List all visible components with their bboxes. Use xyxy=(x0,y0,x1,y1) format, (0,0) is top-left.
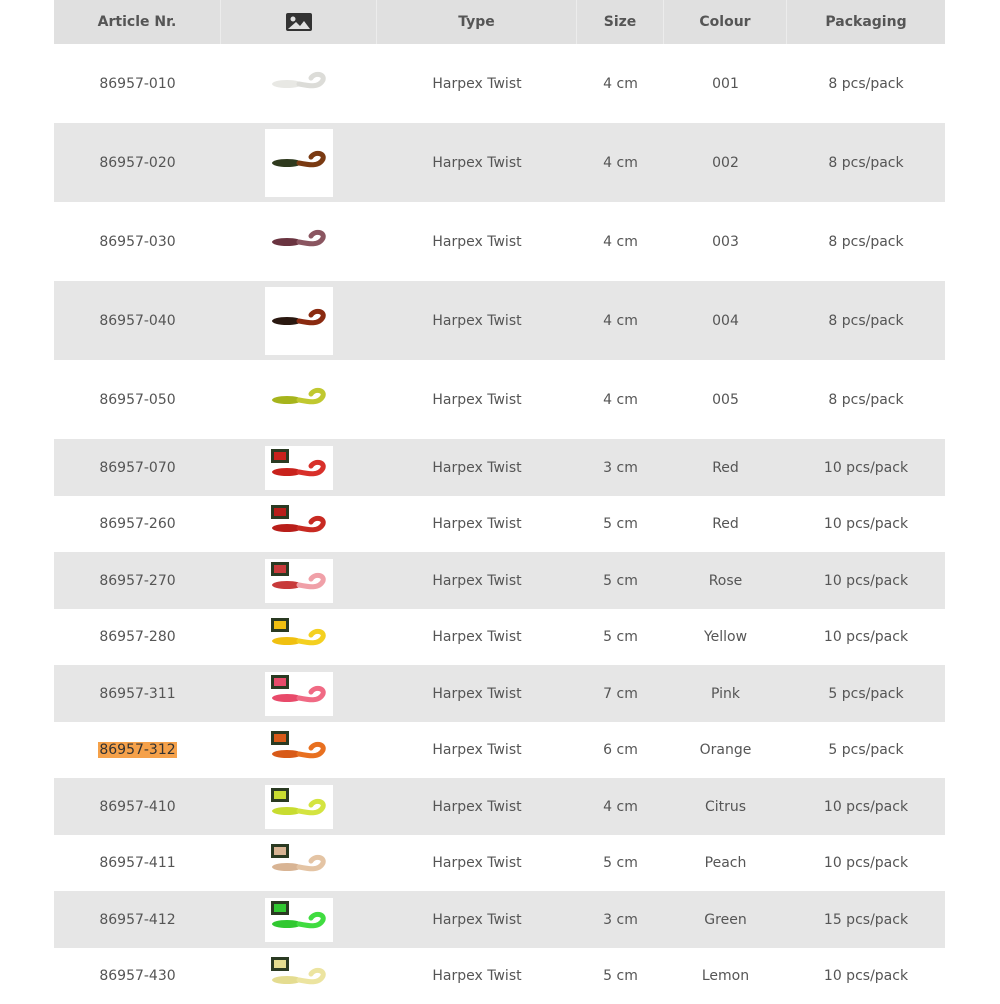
cell-type: Harpex Twist xyxy=(432,312,522,329)
package-mini-lure xyxy=(274,734,286,742)
cell-colour: Lemon xyxy=(701,968,750,984)
cell-packaging: 10 pcs/pack xyxy=(823,459,909,476)
cell-article xyxy=(54,516,221,532)
cell-colour: 002 xyxy=(712,154,739,171)
cell-type: Harpex Twist xyxy=(432,911,522,928)
package-mini-lure xyxy=(274,678,286,686)
lure-tail xyxy=(299,801,323,812)
cell-image xyxy=(221,208,377,276)
table-row[interactable] xyxy=(54,281,945,360)
article-number[interactable]: 86957-050 xyxy=(99,391,176,408)
lure-tail xyxy=(299,153,323,164)
package-mini-lure xyxy=(274,452,286,460)
cell-size: 5 cm xyxy=(603,629,638,645)
cell-packaging: 8 pcs/pack xyxy=(828,233,904,250)
cell-size: 4 cm xyxy=(603,154,638,171)
article-number[interactable]: 86957-040 xyxy=(99,312,176,329)
article-number[interactable]: 86957-030 xyxy=(99,233,176,250)
lure-thumbnail[interactable] xyxy=(265,728,333,772)
lure-tail xyxy=(299,74,323,85)
cell-colour: 005 xyxy=(712,391,739,408)
cell-size: 5 cm xyxy=(603,516,638,532)
lure-thumbnail[interactable] xyxy=(265,898,333,942)
article-number[interactable]: 86957-010 xyxy=(99,75,176,92)
lure-thumbnail[interactable] xyxy=(265,366,333,434)
lure-image xyxy=(265,615,333,659)
cell-image xyxy=(221,954,377,998)
cell-article xyxy=(54,313,221,329)
lure-tail xyxy=(299,311,323,322)
cell-type: Harpex Twist xyxy=(432,459,522,476)
article-number[interactable]: 86957-411 xyxy=(99,855,176,871)
cell-packaging: 10 pcs/pack xyxy=(823,855,909,871)
lure-thumbnail[interactable] xyxy=(265,672,333,716)
header-type[interactable]: Type xyxy=(377,0,577,44)
article-number[interactable]: 86957-070 xyxy=(99,459,176,476)
table-row[interactable] xyxy=(54,665,945,722)
cell-image xyxy=(221,898,377,942)
cell-article xyxy=(54,686,221,702)
cell-colour: 003 xyxy=(712,233,739,250)
cell-article xyxy=(54,155,221,171)
cell-image xyxy=(221,615,377,659)
lure-tail xyxy=(299,631,323,642)
article-number[interactable]: 86957-430 xyxy=(99,968,176,984)
lure-image xyxy=(265,502,333,546)
cell-size: 4 cm xyxy=(603,233,638,250)
cell-type: Harpex Twist xyxy=(432,572,522,589)
lure-tail xyxy=(299,462,323,473)
lure-image xyxy=(265,129,333,197)
cell-article xyxy=(54,799,221,815)
product-table xyxy=(54,0,945,1004)
cell-article xyxy=(54,573,221,589)
cell-size: 4 cm xyxy=(603,391,638,408)
cell-packaging: 8 pcs/pack xyxy=(828,75,904,92)
package-mini-lure xyxy=(274,791,286,799)
cell-type: Harpex Twist xyxy=(432,233,522,250)
package-mini-lure xyxy=(274,847,286,855)
lure-tail xyxy=(299,688,323,699)
cell-colour: Red xyxy=(712,516,739,532)
cell-image xyxy=(221,50,377,118)
cell-packaging: 10 pcs/pack xyxy=(823,516,909,532)
cell-colour: 004 xyxy=(712,312,739,329)
lure-thumbnail[interactable] xyxy=(265,954,333,998)
cell-type: Harpex Twist xyxy=(432,391,522,408)
cell-article xyxy=(54,912,221,928)
cell-image xyxy=(221,559,377,603)
package-mini-lure xyxy=(274,960,286,968)
lure-tail xyxy=(299,914,323,925)
cell-image xyxy=(221,672,377,716)
article-number[interactable]: 86957-020 xyxy=(99,154,176,171)
cell-size: 5 cm xyxy=(603,572,638,589)
package-mini-lure xyxy=(274,904,286,912)
cell-image xyxy=(221,287,377,355)
lure-thumbnail[interactable] xyxy=(265,208,333,276)
cell-size: 4 cm xyxy=(603,75,638,92)
cell-image xyxy=(221,446,377,490)
lure-thumbnail[interactable] xyxy=(265,559,333,603)
cell-type: Harpex Twist xyxy=(432,75,522,92)
table-body xyxy=(54,44,945,1004)
header-size[interactable]: Size xyxy=(577,0,664,44)
lure-image xyxy=(265,898,333,942)
cell-packaging: 10 pcs/pack xyxy=(823,572,909,589)
lure-thumbnail[interactable] xyxy=(265,287,333,355)
cell-packaging: 10 pcs/pack xyxy=(823,798,909,815)
cell-packaging: 10 pcs/pack xyxy=(823,968,909,984)
article-number[interactable]: 86957-260 xyxy=(99,516,176,532)
article-number[interactable]: 86957-412 xyxy=(99,911,176,928)
image-icon xyxy=(285,12,313,32)
lure-image xyxy=(265,841,333,885)
cell-article xyxy=(54,629,221,645)
cell-article xyxy=(54,76,221,92)
table-row[interactable] xyxy=(54,609,945,665)
package-mini-lure xyxy=(274,621,286,629)
cell-type: Harpex Twist xyxy=(432,154,522,171)
article-number[interactable]: 86957-410 xyxy=(99,798,176,815)
lure-tail xyxy=(299,970,323,981)
lure-image xyxy=(265,366,333,434)
cell-article xyxy=(54,392,221,408)
lure-image xyxy=(265,50,333,118)
cell-size: 4 cm xyxy=(603,798,638,815)
table-row[interactable] xyxy=(54,360,945,439)
header-packaging[interactable]: Packaging xyxy=(825,14,907,30)
header-image[interactable] xyxy=(221,0,377,44)
lure-thumbnail[interactable] xyxy=(265,502,333,546)
lure-image xyxy=(265,785,333,829)
lure-image xyxy=(265,728,333,772)
cell-size: 5 cm xyxy=(603,855,638,871)
cell-image xyxy=(221,129,377,197)
lure-image xyxy=(265,287,333,355)
cell-article xyxy=(54,968,221,984)
lure-tail xyxy=(299,518,323,529)
table-row[interactable] xyxy=(54,891,945,948)
lure-tail xyxy=(299,857,323,868)
cell-packaging: 10 pcs/pack xyxy=(823,629,909,645)
cell-image xyxy=(221,728,377,772)
article-number[interactable]: 86957-311 xyxy=(99,685,176,702)
table-row[interactable] xyxy=(54,123,945,202)
article-number[interactable]: 86957-312 xyxy=(99,742,176,758)
cell-colour: 001 xyxy=(712,75,739,92)
lure-tail xyxy=(299,575,323,586)
table-row[interactable] xyxy=(54,552,945,609)
article-number[interactable]: 86957-270 xyxy=(99,572,176,589)
cell-colour: Green xyxy=(704,911,747,928)
lure-image xyxy=(265,672,333,716)
cell-packaging: 15 pcs/pack xyxy=(823,911,909,928)
lure-tail xyxy=(299,744,323,755)
cell-type: Harpex Twist xyxy=(432,968,522,984)
cell-size: 3 cm xyxy=(603,911,638,928)
cell-type: Harpex Twist xyxy=(432,798,522,815)
lure-thumbnail[interactable] xyxy=(265,841,333,885)
cell-type: Harpex Twist xyxy=(432,629,522,645)
lure-tail xyxy=(299,390,323,401)
cell-colour: Pink xyxy=(710,685,740,702)
table-row[interactable] xyxy=(54,439,945,496)
lure-thumbnail[interactable] xyxy=(265,615,333,659)
cell-type: Harpex Twist xyxy=(432,855,522,871)
cell-packaging: 8 pcs/pack xyxy=(828,154,904,171)
cell-colour: Yellow xyxy=(703,629,748,645)
cell-image xyxy=(221,502,377,546)
table-row[interactable] xyxy=(54,202,945,281)
table-header xyxy=(54,0,945,44)
cell-article xyxy=(54,855,221,871)
cell-colour: Red xyxy=(712,459,739,476)
article-number[interactable]: 86957-280 xyxy=(99,629,176,645)
cell-article xyxy=(54,742,221,758)
package-mini-lure xyxy=(274,508,286,516)
lure-image xyxy=(265,208,333,276)
cell-type: Harpex Twist xyxy=(432,685,522,702)
package-mini-lure xyxy=(274,565,286,573)
cell-article xyxy=(54,460,221,476)
cell-packaging: 8 pcs/pack xyxy=(828,312,904,329)
cell-article xyxy=(54,234,221,250)
cell-colour: Peach xyxy=(704,855,747,871)
cell-packaging: 5 pcs/pack xyxy=(828,742,904,758)
lure-image xyxy=(265,446,333,490)
cell-image xyxy=(221,366,377,434)
table-row[interactable] xyxy=(54,948,945,1004)
cell-size: 7 cm xyxy=(603,685,638,702)
table-row[interactable] xyxy=(54,835,945,891)
cell-size: 5 cm xyxy=(603,968,638,984)
table-row[interactable] xyxy=(54,722,945,778)
cell-image xyxy=(221,785,377,829)
cell-size: 3 cm xyxy=(603,459,638,476)
cell-image xyxy=(221,841,377,885)
cell-colour: Rose xyxy=(708,572,743,589)
header-colour[interactable]: Colour xyxy=(664,0,787,44)
table-row[interactable] xyxy=(54,496,945,552)
cell-packaging: 8 pcs/pack xyxy=(828,391,904,408)
lure-thumbnail[interactable] xyxy=(265,446,333,490)
lure-image xyxy=(265,559,333,603)
cell-type: Harpex Twist xyxy=(432,516,522,532)
cell-colour: Citrus xyxy=(704,798,747,815)
lure-thumbnail[interactable] xyxy=(265,50,333,118)
header-article[interactable]: Article Nr. xyxy=(54,0,221,44)
table-row[interactable] xyxy=(54,778,945,835)
cell-size: 4 cm xyxy=(603,312,638,329)
table-row[interactable] xyxy=(54,44,945,123)
cell-type: Harpex Twist xyxy=(432,742,522,758)
lure-image xyxy=(265,954,333,998)
cell-packaging: 5 pcs/pack xyxy=(828,685,904,702)
cell-size: 6 cm xyxy=(603,742,638,758)
lure-thumbnail[interactable] xyxy=(265,785,333,829)
cell-colour: Orange xyxy=(699,742,752,758)
lure-tail xyxy=(299,232,323,243)
lure-thumbnail[interactable] xyxy=(265,129,333,197)
